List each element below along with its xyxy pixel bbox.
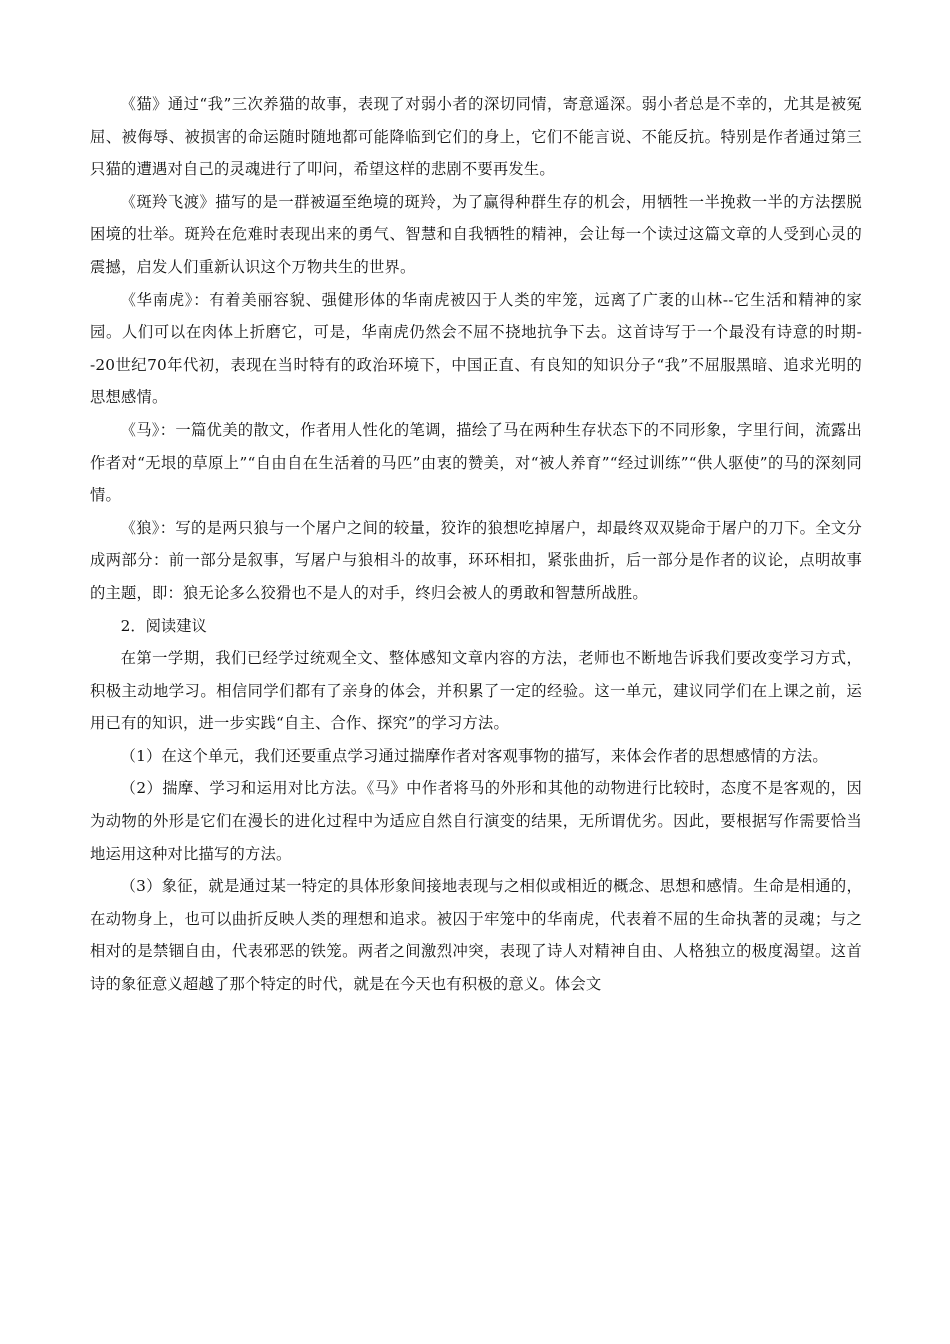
- paragraph-tiger: 《华南虎》：有着美丽容貌、强健形体的华南虎被囚于人类的牢笼，远离了广袤的山林--它生活和精神的家园。人们可以在肉体上折磨它，可是，华南虎仍然会不屈不挠地抗争下去。这首诗写于一个最没有诗意的时期--20世纪70年代初，表现在当时特有的政治环境下，中国正直、有良知的知识分子“我”不屈服黑暗、追求光明的思想感情。: [90, 290, 862, 407]
- paragraph-cat: 《猫》通过“我”三次养猫的故事，表现了对弱小者的深切同情，寄意遥深。弱小者总是不幸的，尤其是被冤屈、被侮辱、被损害的命运随时随地都可能降临到它们的身上，它们不能言说、不能反抗。特别是作者通过第三只猫的遭遇对自己的灵魂进行了叩问，希望这样的悲剧不要再发生。: [90, 95, 862, 179]
- paragraph-advice-2: （2）揣摩、学习和运用对比方法。《马》中作者将马的外形和其他的动物进行比较时，态度不是客观的，因为动物的外形是它们在漫长的进化过程中为适应自然自行演变的结果，无所谓优劣。因此，要根据写作需要恰当地运用这种对比描写的方法。: [90, 779, 862, 863]
- paragraph-advice-intro: 在第一学期，我们已经学过统观全文、整体感知文章内容的方法，老师也不断地告诉我们要改变学习方式，积极主动地学习。相信同学们都有了亲身的体会，并积累了一定的经验。这一单元，建议同学们在上课之前，运用已有的知识，进一步实践“自主、合作、探究”的学习方法。: [90, 649, 862, 733]
- paragraph-antelope: 《斑羚飞渡》描写的是一群被逼至绝境的斑羚，为了赢得种群生存的机会，用牺牲一半挽救一半的方法摆脱困境的壮举。斑羚在危难时表现出来的勇气、智慧和自我牺牲的精神，会让每一个读过这篇文章的人受到心灵的震撼，启发人们重新认识这个万物共生的世界。: [90, 192, 862, 276]
- section-heading-reading-advice: 2．阅读建议: [120, 616, 207, 635]
- paragraph-horse: 《马》：一篇优美的散文，作者用人性化的笔调，描绘了马在两种生存状态下的不同形象，字里行间，流露出作者对“无垠的草原上”“自由自在生活着的马匹”由衷的赞美，对“被人养育”“经过训练”“供人驱使”的马的深刻同情。: [90, 420, 862, 505]
- paragraph-wolf: 《狼》：写的是两只狼与一个屠户之间的较量，狡诈的狼想吃掉屠户，却最终双双毙命于屠户的刀下。全文分成两部分：前一部分是叙事，写屠户与狼相斗的故事，环环相扣，紧张曲折，后一部分是作者的议论，点明故事的主题，即：狼无论多么狡猾也不是人的对手，终归会被人的勇敢和智慧所战胜。: [90, 518, 862, 602]
- paragraph-advice-3: （3）象征，就是通过某一特定的具体形象间接地表现与之相似或相近的概念、思想和感情。生命是相通的，在动物身上，也可以曲折反映人类的理想和追求。被囚于牢笼中的华南虎，代表着不屈的生命执著的灵魂；与之相对的是禁锢自由，代表邪恶的铁笼。两者之间激烈冲突，表现了诗人对精神自由、人格独立的极度渴望。这首诗的象征意义超越了那个特定的时代，就是在今天也有积极的意义。体会文: [90, 877, 862, 994]
- paragraph-advice-1: （1）在这个单元，我们还要重点学习通过揣摩作者对客观事物的描写，来体会作者的思想感情的方法。: [120, 746, 828, 765]
- document-body: [90, 88, 862, 1001]
